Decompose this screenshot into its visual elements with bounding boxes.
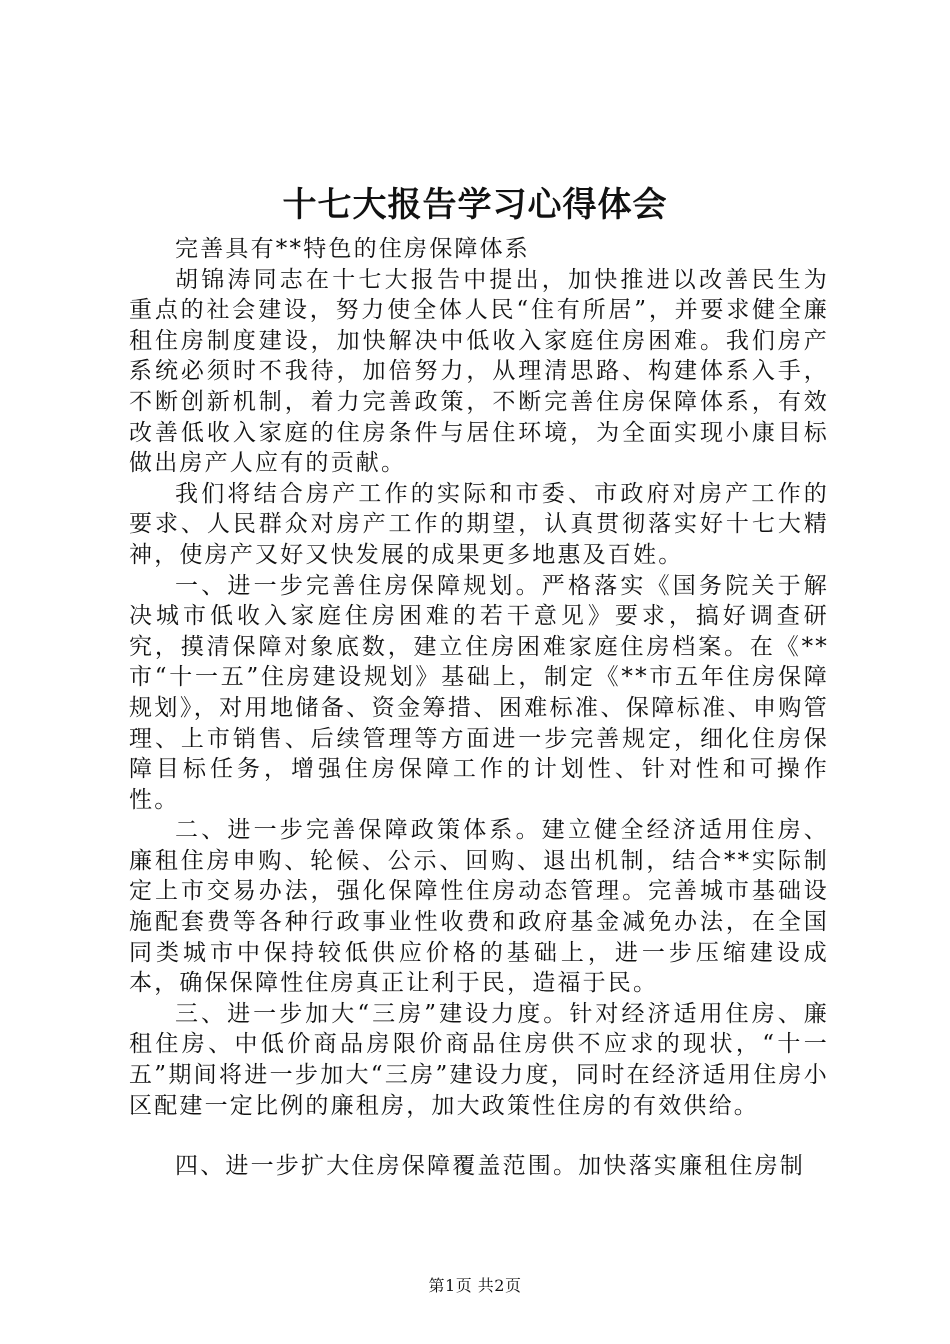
document-title: 十七大报告学习心得体会 [282, 185, 668, 225]
paragraph-commitment: 我们将结合房产工作的实际和市委、市政府对房产工作的要求、人民群众对房产工作的期望，认真贯彻落实好十七大精神，使房产又好又快发展的成果更多地惠及百姓。 [129, 480, 829, 568]
document-subtitle: 完善具有**特色的住房保障体系 [175, 236, 530, 262]
paragraph-point-1: 一、进一步完善住房保障规划。严格落实《国务院关于解决城市低收入家庭住房困难的若干意见》要求，搞好调查研究，摸清保障对象底数，建立住房困难家庭住房档案。在《**市“十一五”住房建设规划》基础上，制定《**市五年住房保障规划》，对用地储备、资金筹措、困难标准、保障标准、申购管理、上市销售、后续管理等方面进一步完善规定，细化住房保障目标任务，增强住房保障工作的计划性、针对性和可操作性。 [129, 572, 829, 813]
paragraph-point-4: 四、进一步扩大住房保障覆盖范围。加快落实廉租住房制 [175, 1153, 805, 1180]
paragraph-intro: 胡锦涛同志在十七大报告中提出，加快推进以改善民生为重点的社会建设，努力使全体人民“住有所居”，并要求健全廉租住房制度建设，加快解决中低收入家庭住房困难。我们房产系统必须时不我待，加倍努力，从理清思路、构建体系入手，不断创新机制，着力完善政策，不断完善住房保障体系，有效改善低收入家庭的住房条件与居住环境，为全面实现小康目标做出房产人应有的贡献。 [129, 266, 829, 477]
paragraph-point-3: 三、进一步加大“三房”建设力度。针对经济适用住房、廉租住房、中低价商品房限价商品住房供不应求的现状，“十一五”期间将进一步加大“三房”建设力度，同时在经济适用住房小区配建一定比例的廉租房，加大政策性住房的有效供给。 [129, 1000, 829, 1119]
page-number-footer: 第1页 共2页 [428, 1276, 522, 1295]
paragraph-point-2: 二、进一步完善保障政策体系。建立健全经济适用住房、廉租住房申购、轮候、公示、回购、退出机制，结合**实际制定上市交易办法，强化保障性住房动态管理。完善城市基础设施配套费等各种行政事业性收费和政府基金减免办法，在全国同类城市中保持较低供应价格的基础上，进一步压缩建设成本，确保保障性住房真正让利于民，造福于民。 [129, 817, 829, 997]
document-body [129, 234, 829, 1182]
